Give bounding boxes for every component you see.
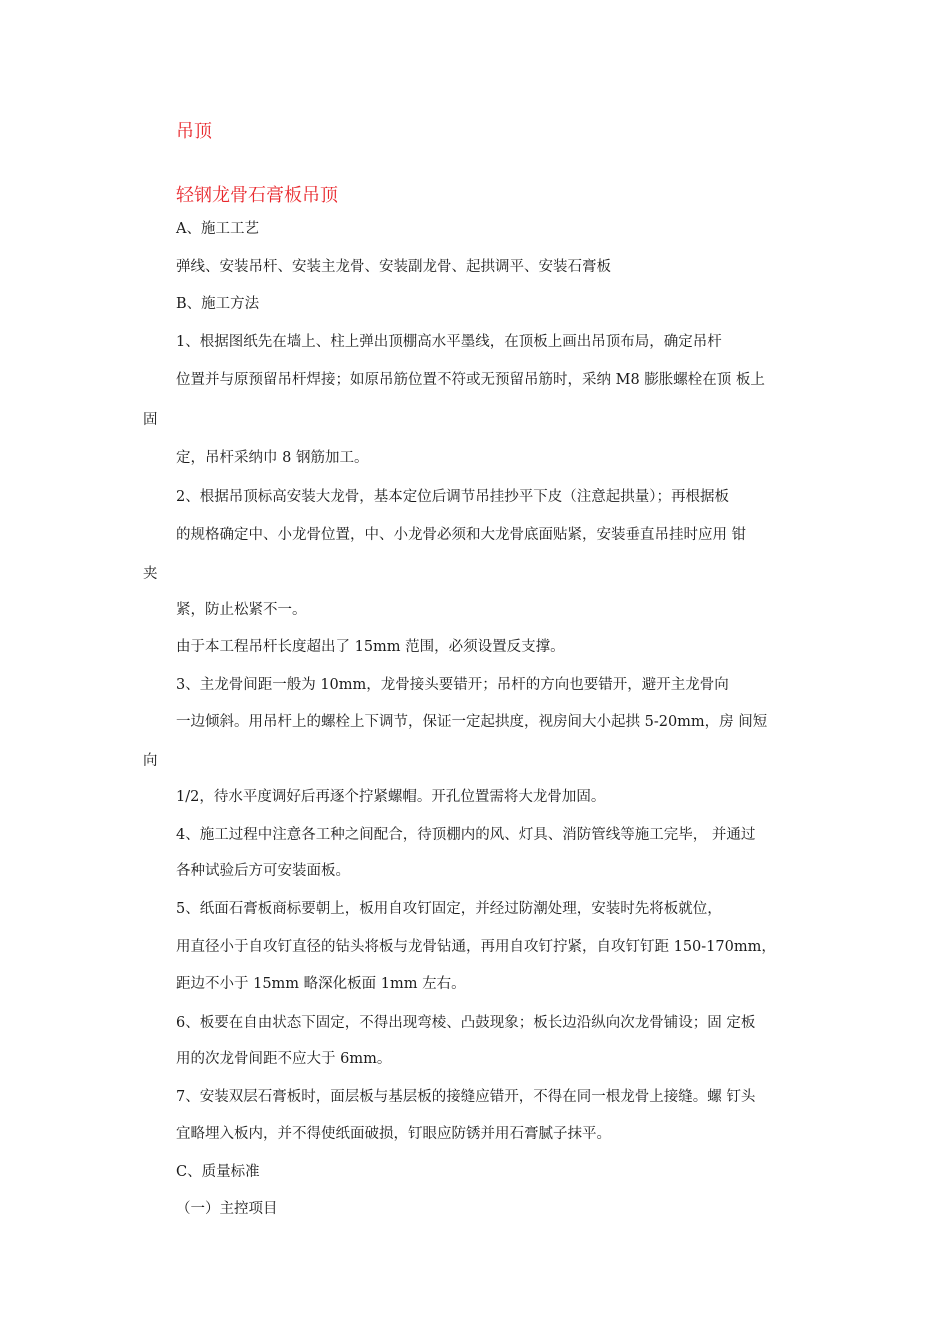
body-line: 6、板要在自由状态下固定，不得出现弯棱、凸鼓现象；板长边沿纵向次龙骨铺设；固 定板 <box>176 1015 756 1031</box>
body-line: 5、纸面石膏板商标要朝上，板用自攻钉固定，并经过防潮处理，安装时先将板就位， <box>176 901 722 917</box>
body-line: 1/2，待水平度调好后再逐个拧紧螺帽。开孔位置需将大龙骨加固。 <box>176 789 606 805</box>
subheading-main-items: （一）主控项目 <box>176 1201 278 1217</box>
body-line: 各种试验后方可安装面板。 <box>176 863 350 879</box>
body-line: 一边倾斜。用吊杆上的螺栓上下调节，保证一定起拱度，视房间大小起拱 5-20mm，房 间短 <box>176 714 768 730</box>
body-line: 3、主龙骨间距一般为 10mm，龙骨接头要错开；吊杆的方向也要错开，避开主龙骨向 <box>176 677 729 693</box>
body-line: 的规格确定中、小龙骨位置，中、小龙骨必须和大龙骨底面贴紧，安装垂直吊挂时应用 钳 <box>176 527 747 543</box>
body-line: 2、根据吊顶标高安装大龙骨，基本定位后调节吊挂抄平下皮（注意起拱量）；再根据板 <box>176 489 729 505</box>
body-line: 由于本工程吊杆长度超出了 15mm 范围，必须设置反支撑。 <box>176 639 565 655</box>
heading-b: B、施工方法 <box>176 296 260 312</box>
body-line: 1、根据图纸先在墙上、柱上弹出顶棚高水平墨线，在顶板上画出吊顶布局，确定吊杆 <box>176 334 722 350</box>
body-line: 固 <box>143 412 158 428</box>
page-title: 吊顶 <box>176 121 212 142</box>
section-title: 轻钢龙骨石膏板吊顶 <box>176 185 338 206</box>
body-line: 宜略埋入板内，并不得使纸面破损，钉眼应防锈并用石膏腻子抹平。 <box>176 1126 611 1142</box>
body-line: 用直径小于自攻钉直径的钻头将板与龙骨钻通，再用自攻钉拧紧，自攻钉钉距 150-170mm， <box>176 939 776 955</box>
heading-a: A、施工工艺 <box>176 221 259 237</box>
body-line: 7、安装双层石膏板时，面层板与基层板的接缝应错开，不得在同一根龙骨上接缝。螺 钉头 <box>176 1089 756 1105</box>
body-line: 向 <box>143 753 158 769</box>
body-line: 用的次龙骨间距不应大于 6mm。 <box>176 1051 392 1067</box>
heading-c: C、质量标准 <box>176 1164 260 1180</box>
body-line: 距边不小于 15mm 略深化板面 1mm 左右。 <box>176 976 466 992</box>
body-line: 紧，防止松紧不一。 <box>176 602 307 618</box>
body-line: 位置并与原预留吊杆焊接；如原吊筋位置不符或无预留吊筋时，采纳 M8 膨胀螺栓在顶 板上 <box>176 372 765 388</box>
body-line: 4、施工过程中注意各工种之间配合，待顶棚内的风、灯具、消防管线等施工完毕， 并通过 <box>176 827 756 843</box>
body-line: 定，吊杆采纳巾 8 钢筋加工。 <box>176 450 369 466</box>
body-line: 夹 <box>143 566 158 582</box>
process-steps: 弹线、安装吊杆、安装主龙骨、安装副龙骨、起拱调平、安装石膏板 <box>176 259 611 275</box>
